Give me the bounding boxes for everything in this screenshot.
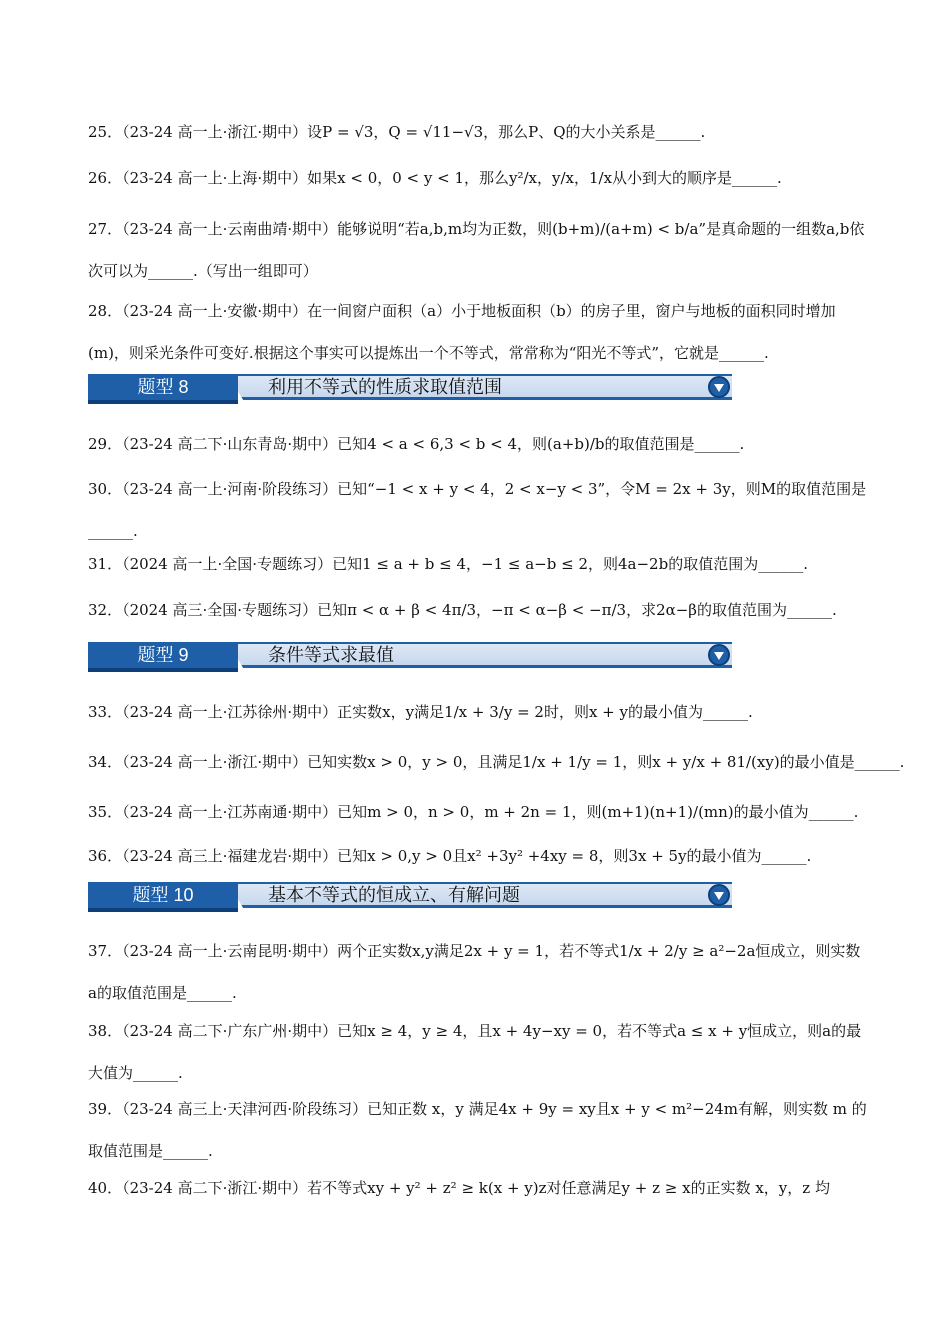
question-35: 35．（23-24 高一上·江苏南通·期中）已知m > 0，n > 0，m + 2n = 1，则(m+1)(n+1)/(mn)的最小值为______. [88, 803, 859, 821]
chevron-down-circle-icon[interactable] [708, 884, 730, 906]
section-label: 题型 9 [88, 642, 238, 672]
section-header-type-8 [88, 374, 736, 404]
question-25: 25．（23-24 高一上·浙江·期中）设P = √3，Q = √11−√3，那么P、Q的大小关系是______. [88, 123, 706, 141]
question-29: 29．（23-24 高二下·山东青岛·期中）已知4 < a < 6,3 < b < 4，则(a+b)/b的取值范围是______. [88, 435, 745, 453]
section-title: 基本不等式的恒成立、有解问题 [268, 885, 520, 905]
question-40: 40．（23-24 高二下·浙江·期中）若不等式xy + y² + z² ≥ k(x + y)z对任意满足y + z ≥ x的正实数 x，y，z 均 [88, 1179, 830, 1197]
question-39: 39．（23-24 高三上·天津河西·阶段练习）已知正数 x，y 满足4x + 9y = xy且x + y < m²−24m有解，则实数 m 的取值范围是______. [88, 1100, 867, 1160]
question-28: 28．（23-24 高一上·安徽·期中）在一间窗户面积（a）小于地板面积（b）的房子里，窗户与地板的面积同时增加(m)，则采光条件可变好.根据这个事实可以提炼出一个不等式，常常称为“阳光不等式”，它就是______. [88, 302, 836, 362]
section-label: 题型 10 [88, 882, 238, 912]
section-label: 题型 8 [88, 374, 238, 404]
chevron-down-circle-icon[interactable] [708, 376, 730, 398]
question-30: 30．（23-24 高一上·河南·阶段练习）已知“−1 < x + y < 4，2 < x−y < 3”，令M = 2x + 3y，则M的取值范围是______. [88, 480, 867, 540]
section-title: 利用不等式的性质求取值范围 [268, 377, 502, 397]
question-32: 32．（2024 高三·全国·专题练习）已知π < α + β < 4π/3，−π < α−β < −π/3，求2α−β的取值范围为______. [88, 601, 837, 619]
section-header-type-9 [88, 642, 736, 672]
question-26: 26．（23-24 高一上·上海·期中）如果x < 0，0 < y < 1，那么y²/x，y/x，1/x从小到大的顺序是______. [88, 169, 782, 187]
question-27: 27．（23-24 高一上·云南曲靖·期中）能够说明“若a,b,m均为正数，则(b+m)/(a+m) < b/a”是真命题的一组数a,b依次可以为______.（写出一组即可） [88, 220, 865, 280]
chevron-down-circle-icon[interactable] [708, 644, 730, 666]
question-36: 36．（23-24 高三上·福建龙岩·期中）已知x > 0,y > 0且x² +3y² +4xy = 8，则3x + 5y的最小值为______. [88, 847, 812, 865]
question-34: 34．（23-24 高一上·浙江·期中）已知实数x > 0，y > 0，且满足1/x + 1/y = 1，则x + y/x + 81/(xy)的最小值是______. [88, 753, 905, 771]
question-37: 37．（23-24 高一上·云南昆明·期中）两个正实数x,y满足2x + y = 1，若不等式1/x + 2/y ≥ a²−2a恒成立，则实数a的取值范围是______. [88, 942, 861, 1002]
question-38: 38．（23-24 高二下·广东广州·期中）已知x ≥ 4，y ≥ 4，且x + 4y−xy = 0，若不等式a ≤ x + y恒成立，则a的最大值为______. [88, 1022, 862, 1082]
question-31: 31．（2024 高一上·全国·专题练习）已知1 ≤ a + b ≤ 4，−1 ≤ a−b ≤ 2，则4a−2b的取值范围为______. [88, 555, 808, 573]
question-33: 33．（23-24 高一上·江苏徐州·期中）正实数x，y满足1/x + 3/y = 2时，则x + y的最小值为______. [88, 703, 753, 721]
section-title: 条件等式求最值 [268, 645, 394, 665]
section-header-type-10 [88, 882, 736, 912]
